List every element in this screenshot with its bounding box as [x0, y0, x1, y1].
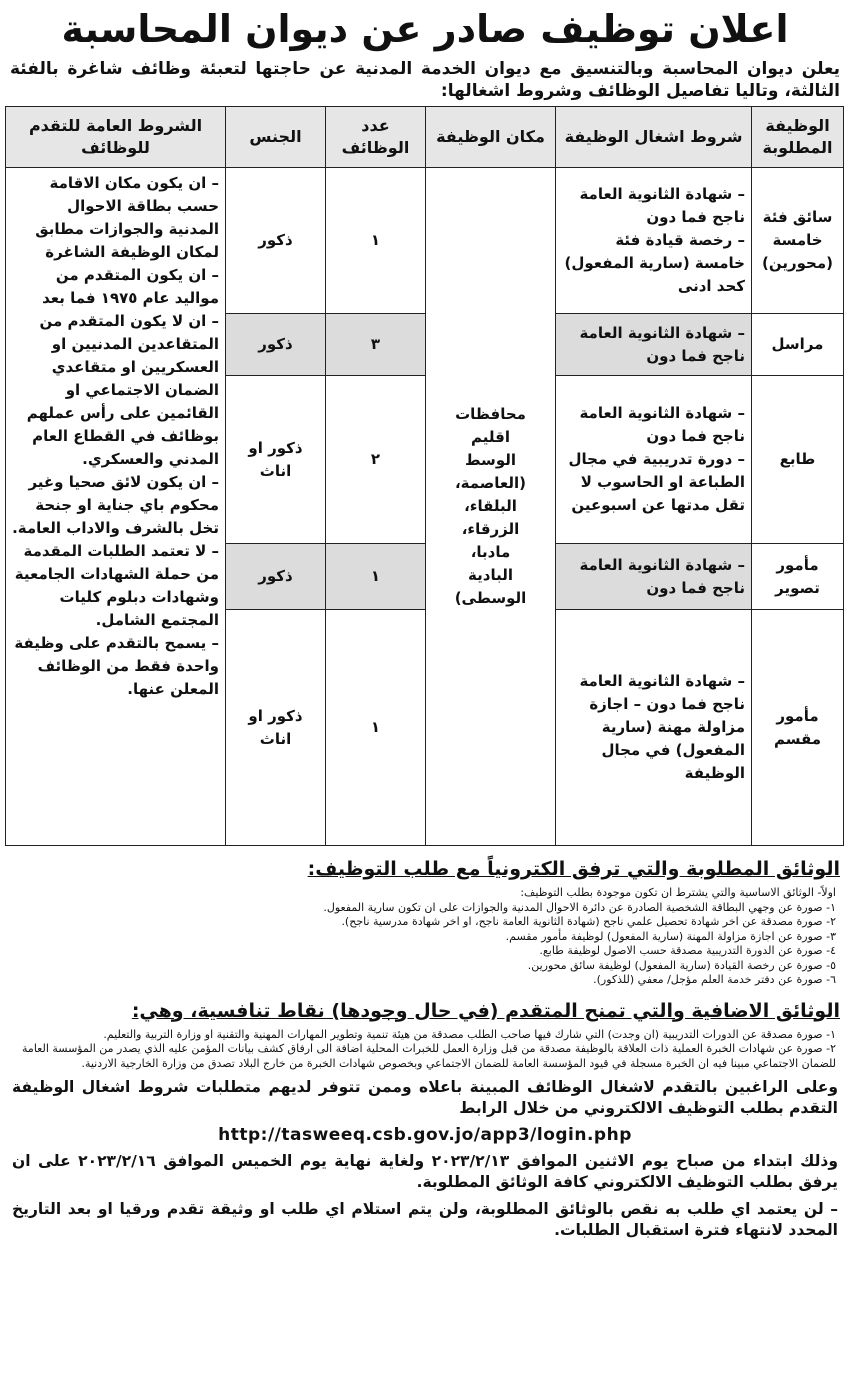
documents-intro: اولاً- الوثائق الاساسية والتي يشترط ان تكون موجودة بطلب التوظيف:	[520, 886, 836, 899]
location-line: البلقاء،	[464, 497, 517, 515]
extra-documents-heading: الوثائق الاضافية والتي تمنح المتقدم (في حال وجودها) نقاط تنافسية، وهي:	[131, 999, 840, 1022]
job-title: مأمور مقسم	[752, 610, 844, 846]
job-requirements	[556, 376, 752, 544]
header-location: مكان الوظيفة	[426, 107, 556, 168]
list-item: ٦- صورة عن دفتر خدمة العلم مؤجل/ معفي (للذكور).	[593, 973, 836, 986]
job-title: سائق فئة خامسة (محورين)	[752, 168, 844, 314]
job-gender: ذكور	[226, 314, 326, 376]
job-requirements	[556, 544, 752, 610]
condition-item: – ان يكون لائق صحيا وغير محكوم باي جناية او جنحة تخل بالشرف والاداب العامة.	[12, 473, 219, 537]
requirement-line: – شهادة الثانوية العامة ناجح فما دون	[579, 185, 745, 226]
header-gender: الجنس	[226, 107, 326, 168]
list-item: ٤- صورة عن الدورة التدريبية مصدقة حسب الاصول لوظيفة طابع.	[539, 944, 836, 957]
job-requirements	[556, 168, 752, 314]
job-requirements	[556, 314, 752, 376]
location-line: الوسطى)	[454, 589, 527, 607]
requirement-line: – شهادة الثانوية العامة ناجح فما دون	[579, 323, 745, 365]
requirement-line: – شهادة الثانوية العامة ناجح فما دون	[579, 555, 745, 597]
location-line: (العاصمة،	[454, 474, 527, 492]
condition-item: – ان لا يكون المتقدم من المتقاعدين المدنيين او العسكريين او متقاعدي الضمان الاجتماعي او القائمين على رأس عملهم بوظائف في القطاع العام المدني والعسكري.	[26, 312, 219, 468]
job-gender: ذكور	[226, 544, 326, 610]
job-count: ٢	[326, 376, 426, 544]
list-item: ٢- صورة عن شهادات الخبرة العملية ذات العلاقة بالوظيفة مصدقة من قبل وزارة العمل للخبرات المحلية اضافة الى ارفاق كشف بيانات المؤمن عليه الذي يصدر من المؤسسة العامة للضمان الاجتماعي مبينا فيه ان الخبرة مسجلة في قيود المؤسسة العامة للضمان الاجتماعي وبخصوص شهادات الخبرة من خارج البلاد تصدق من وزارة الخارجية الاردنية.	[22, 1042, 836, 1070]
job-gender: ذكور او اناث	[226, 610, 326, 846]
job-gender: ذكور او اناث	[226, 376, 326, 544]
list-item: ١- صورة مصدقة عن الدورات التدريبية (ان وجدت) التي شارك فيها صاحب الطلب مصدقة من هيئة تنمية وتطوير المهارات المهنية والتقنية او وزارة التربية والتعليم.	[103, 1027, 836, 1041]
job-count: ١	[326, 544, 426, 610]
job-count: ٣	[326, 314, 426, 376]
documents-heading: الوثائق المطلوبة والتي ترفق الكترونياً مع طلب التوظيف:	[307, 858, 840, 880]
job-gender: ذكور	[226, 168, 326, 314]
header-job: الوظيفة المطلوبة	[752, 107, 844, 168]
announcement-title: اعلان توظيف صادر عن ديوان المحاسبة	[61, 7, 789, 51]
extra-documents-list	[14, 1028, 836, 1072]
note-paragraph: – لن يعتمد اي طلب به نقص بالوثائق المطلوبة، ولن يتم استلام اي طلب او وثيقة تقدم ورقيا او بعد التاريخ المحدد لانتهاء فترة استقبال الطلبات.	[12, 1200, 838, 1239]
general-conditions	[6, 168, 226, 846]
job-location	[426, 168, 556, 846]
job-title: طابع	[752, 376, 844, 544]
job-requirements	[556, 610, 752, 846]
list-item: ٥- صورة عن رخصة القيادة (سارية المفعول) لوظيفة سائق محورين.	[527, 958, 836, 972]
requirement-line: – دورة تدريبية في مجال الطباعة او الحاسوب لا تقل مدتها عن اسبوعين	[568, 450, 745, 514]
condition-item: – يسمح بالتقدم على وظيفة واحدة فقط من الوظائف المعلن عنها.	[14, 634, 219, 698]
list-item: ٣- صورة عن اجازة مزاولة المهنة (سارية المفعول) لوظيفة مأمور مقسم.	[505, 929, 836, 943]
requirement-line: – رخصة قيادة فئة خامسة (سارية المفعول) كحد ادنى	[564, 231, 745, 295]
header-requirements: شروط اشغال الوظيفة	[556, 107, 752, 168]
location-line: الزرقاء،	[461, 520, 520, 538]
requirement-line: – شهادة الثانوية العامة ناجح فما دون	[579, 404, 745, 445]
jobs-table	[5, 106, 844, 846]
intro-paragraph: يعلن ديوان المحاسبة وبالتنسيق مع ديوان الخدمة المدنية عن حاجتها لتعبئة وظائف شاغرة بالفئة الثالثة، وتاليا تفاصيل الوظائف وشروط اشغالها:	[10, 59, 840, 101]
application-link[interactable]: http://tasweeq.csb.gov.jo/app3/login.php	[218, 1125, 632, 1145]
table-row	[6, 168, 844, 314]
condition-item: – لا تعتمد الطلبات المقدمة من حملة الشهادات الجامعية وشهادات دبلوم كليات المجتمع الشامل.	[14, 542, 219, 629]
list-item: ١- صورة عن وجهي البطاقة الشخصية الصادرة عن دائرة الاحوال المدنية والجوازات على ان تكون سارية المفعول.	[323, 900, 836, 914]
dates-paragraph: وذلك ابتداء من صباح يوم الاثنين الموافق ٢٠٢٣/٢/١٣ ولغاية نهاية يوم الخميس الموافق ٢٠٢٣/٢/١٦ على ان يرفق بطلب التوظيف الالكتروني كافة الوثائق المطلوبة.	[12, 1152, 838, 1191]
apply-paragraph: وعلى الراغبين بالتقدم لاشغال الوظائف المبينة باعلاه وممن تتوفر لديهم متطلبات شروط اشغال الوظيفة التقدم بطلب التوظيف الالكتروني من خلال الرابط	[12, 1078, 838, 1117]
condition-item: – ان يكون المتقدم من مواليد عام ١٩٧٥ فما بعد	[42, 266, 219, 307]
location-line: الوسط	[465, 451, 516, 469]
location-line: البادية	[468, 566, 513, 584]
job-count: ١	[326, 610, 426, 846]
job-title: مأمور تصوير	[752, 544, 844, 610]
job-title: مراسل	[752, 314, 844, 376]
location-line: اقليم	[471, 428, 510, 446]
table-header-row	[6, 107, 844, 168]
location-line: مادبا،	[470, 543, 511, 561]
list-item: ٢- صورة مصدقة عن اخر شهادة تحصيل علمي ناجح (شهادة الثانوية العامة ناجح، او اخر شهادة مدرسية ناجح).	[341, 915, 836, 928]
header-count: عدد الوظائف	[326, 107, 426, 168]
header-general-conditions: الشروط العامة للتقدم للوظائف	[6, 107, 226, 168]
location-line: محافظات	[455, 405, 526, 423]
requirement-line: – شهادة الثانوية العامة ناجح فما دون – اجازة مزاولة مهنة (سارية المفعول) في مجال الوظيفة	[579, 672, 745, 782]
condition-item: – ان يكون مكان الاقامة حسب بطاقة الاحوال المدنية والجوازات مطابق لمكان الوظيفة الشاغرة	[35, 174, 219, 261]
job-count: ١	[326, 168, 426, 314]
documents-list	[14, 886, 836, 988]
